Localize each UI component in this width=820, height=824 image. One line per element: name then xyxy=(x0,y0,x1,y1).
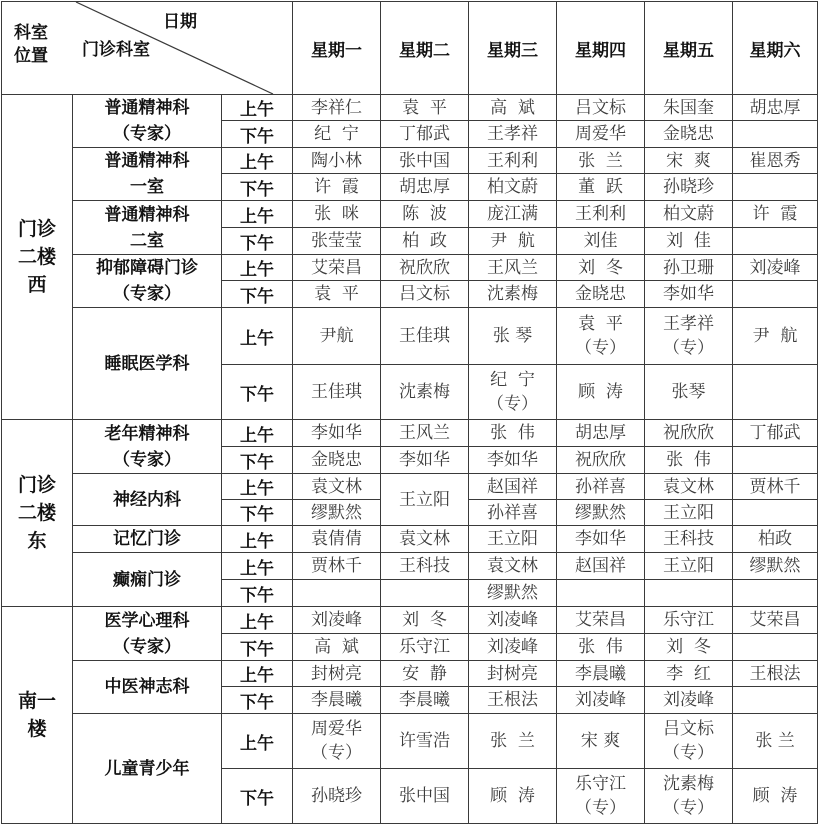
doctor-cell: 胡忠厚 xyxy=(381,174,469,201)
doctor-cell: 孙晓珍 xyxy=(645,174,733,201)
doctor-cell: 董 跃 xyxy=(557,174,645,201)
location-text: 门诊二楼西 xyxy=(17,218,56,296)
doctor-cell: 朱国奎 xyxy=(645,95,733,121)
doctor-cell: 赵国祥 xyxy=(469,474,557,500)
text-line: （专家） xyxy=(113,284,181,304)
header-corner xyxy=(2,2,293,95)
doctor-cell: 丁郁武 xyxy=(381,121,469,148)
doctor-cell: 王利利 xyxy=(469,148,557,174)
doctor-cell: 李 红 xyxy=(645,661,733,687)
text-line: 儿童青少年 xyxy=(104,758,190,779)
day-header: 星期一 xyxy=(293,2,381,95)
doctor-cell: 柏政 xyxy=(733,526,818,553)
doctor-cell: 许雪浩 xyxy=(381,714,469,769)
doctor-cell: 孙卫珊 xyxy=(645,255,733,281)
text-line: 睡眠医学科 xyxy=(104,353,190,374)
dept-label: 门诊科室 xyxy=(82,40,150,60)
doctor-cell: 胡忠厚 xyxy=(557,420,645,447)
doctor-cell: 张 兰 xyxy=(469,714,557,769)
text-line: （专家） xyxy=(113,449,181,470)
am-label: 上午 xyxy=(222,148,293,174)
doctor-cell: 张 伟 xyxy=(557,634,645,661)
doctor-cell: 刘凌峰 xyxy=(293,607,381,634)
doctor-cell: 李晨曦 xyxy=(381,687,469,714)
doctor-cell xyxy=(733,174,818,201)
doctor-cell: 刘 佳 xyxy=(645,228,733,255)
doctor-cell: 袁 平 xyxy=(293,281,381,308)
doctor-cell: 袁文林 xyxy=(645,474,733,500)
text-line: 普通精神科 xyxy=(104,151,190,171)
day-header: 星期二 xyxy=(381,2,469,95)
table-row xyxy=(2,553,818,580)
doctor-cell: 纪 宁 xyxy=(293,121,381,148)
pm-label: 下午 xyxy=(222,687,293,714)
doctor-cell: 陶小林 xyxy=(293,148,381,174)
doctor-cell: 王风兰 xyxy=(469,255,557,281)
clinic-schedule-table xyxy=(1,1,818,824)
doctor-cell: 李如华 xyxy=(645,281,733,308)
doctor-cell xyxy=(557,580,645,607)
location-cell xyxy=(2,607,73,824)
doctor-cell: 祝欣欣 xyxy=(381,255,469,281)
text-line: 抑郁障碍门诊 xyxy=(96,258,198,278)
table-row xyxy=(2,607,818,634)
doctor-cell: 贾林千 xyxy=(733,474,818,500)
schedule-page xyxy=(1,1,818,824)
doctor-cell: 袁文林 xyxy=(293,474,381,500)
doctor-cell: 顾 涛 xyxy=(733,769,818,824)
doctor-cell: 柏文蔚 xyxy=(645,201,733,228)
doctor-cell: 王佳琪 xyxy=(293,365,381,420)
doctor-cell: 沈素梅 xyxy=(381,365,469,420)
doctor-cell: 李晨曦 xyxy=(293,687,381,714)
doctor-cell: 刘凌峰 xyxy=(733,255,818,281)
doctor-cell: 刘 冬 xyxy=(381,607,469,634)
am-label: 上午 xyxy=(222,420,293,447)
pm-label: 下午 xyxy=(222,121,293,148)
am-label: 上午 xyxy=(222,308,293,365)
doctor-cell: 祝欣欣 xyxy=(557,447,645,474)
doctor-cell: 刘佳 xyxy=(557,228,645,255)
doctor-cell: 顾 涛 xyxy=(469,769,557,824)
location-label: 科室位置 xyxy=(14,23,48,66)
table-row xyxy=(2,526,818,553)
location-cell xyxy=(2,95,73,420)
doctor-cell: 刘 冬 xyxy=(645,634,733,661)
doctor-cell: 李如华 xyxy=(293,420,381,447)
doctor-cell xyxy=(733,634,818,661)
doctor-cell: 吕文标 （专） xyxy=(645,714,733,769)
doctor-cell: 王立阳 xyxy=(645,500,733,526)
doctor-cell: 周爱华 （专） xyxy=(293,714,381,769)
location-text: 门诊二楼东 xyxy=(17,474,56,552)
doctor-cell: 艾荣昌 xyxy=(557,607,645,634)
pm-label: 下午 xyxy=(222,228,293,255)
doctor-cell: 沈素梅 （专） xyxy=(645,769,733,824)
doctor-cell: 乐守江 xyxy=(645,607,733,634)
pm-label: 下午 xyxy=(222,447,293,474)
doctor-cell: 庞江满 xyxy=(469,201,557,228)
pm-label: 下午 xyxy=(222,174,293,201)
doctor-cell: 纪 宁 （专） xyxy=(469,365,557,420)
doctor-cell: 李如华 xyxy=(557,526,645,553)
am-label: 上午 xyxy=(222,661,293,687)
doctor-cell: 吕文标 xyxy=(381,281,469,308)
doctor-cell: 丁郁武 xyxy=(733,420,818,447)
doctor-cell xyxy=(733,447,818,474)
doctor-cell: 王根法 xyxy=(733,661,818,687)
text-line: 神经内科 xyxy=(113,489,181,510)
doctor-cell: 王立阳 xyxy=(645,553,733,580)
doctor-cell xyxy=(733,500,818,526)
doctor-cell: 封树亮 xyxy=(293,661,381,687)
doctor-cell: 高 斌 xyxy=(469,95,557,121)
text-line: 普通精神科 xyxy=(104,204,190,225)
doctor-cell: 孙晓珍 xyxy=(293,769,381,824)
doctor-cell: 刘凌峰 xyxy=(645,687,733,714)
department-cell xyxy=(73,553,222,607)
doctor-cell: 高 斌 xyxy=(293,634,381,661)
department-cell xyxy=(73,661,222,714)
doctor-cell: 陈 波 xyxy=(381,201,469,228)
doctor-cell: 王佳琪 xyxy=(381,308,469,365)
pm-label: 下午 xyxy=(222,281,293,308)
doctor-cell: 乐守江 xyxy=(381,634,469,661)
doctor-cell: 柏 政 xyxy=(381,228,469,255)
doctor-cell: 刘凌峰 xyxy=(557,687,645,714)
doctor-cell: 袁 平 xyxy=(381,95,469,121)
doctor-cell: 王科技 xyxy=(645,526,733,553)
doctor-cell: 柏文蔚 xyxy=(469,174,557,201)
doctor-cell: 艾荣昌 xyxy=(293,255,381,281)
doctor-cell: 缪默然 xyxy=(557,500,645,526)
pm-label: 下午 xyxy=(222,580,293,607)
doctor-cell: 刘 冬 xyxy=(557,255,645,281)
doctor-cell: 李如华 xyxy=(381,447,469,474)
text-line: 中医神志科 xyxy=(104,677,190,697)
date-label: 日期 xyxy=(163,12,197,32)
doctor-cell: 尹 航 xyxy=(733,308,818,365)
doctor-cell: 许 霞 xyxy=(733,201,818,228)
doctor-cell: 李如华 xyxy=(469,447,557,474)
doctor-cell: 袁 平 （专） xyxy=(557,308,645,365)
am-label: 上午 xyxy=(222,553,293,580)
doctor-cell: 安 静 xyxy=(381,661,469,687)
department-cell xyxy=(73,607,222,661)
pm-label: 下午 xyxy=(222,365,293,420)
table-row xyxy=(2,308,818,365)
table-row xyxy=(2,420,818,447)
doctor-cell: 张 咪 xyxy=(293,201,381,228)
pm-label: 下午 xyxy=(222,500,293,526)
am-label: 上午 xyxy=(222,607,293,634)
doctor-cell: 周爱华 xyxy=(557,121,645,148)
department-cell xyxy=(73,201,222,255)
text-line: 老年精神科 xyxy=(104,423,190,444)
table-row xyxy=(2,474,818,500)
doctor-cell: 吕文标 xyxy=(557,95,645,121)
department-cell xyxy=(73,95,222,148)
doctor-cell xyxy=(293,580,381,607)
doctor-cell: 孙祥喜 xyxy=(469,500,557,526)
doctor-cell: 金晓忠 xyxy=(645,121,733,148)
doctor-cell: 张 兰 xyxy=(557,148,645,174)
doctor-cell: 缪默然 xyxy=(733,553,818,580)
doctor-cell: 艾荣昌 xyxy=(733,607,818,634)
department-cell xyxy=(73,526,222,553)
doctor-cell: 孙祥喜 xyxy=(557,474,645,500)
doctor-cell: 袁倩倩 xyxy=(293,526,381,553)
doctor-cell: 王立阳 xyxy=(381,474,469,526)
department-cell xyxy=(73,714,222,824)
doctor-cell: 刘凌峰 xyxy=(469,634,557,661)
doctor-cell xyxy=(733,228,818,255)
doctor-cell: 尹 航 xyxy=(469,228,557,255)
doctor-cell: 祝欣欣 xyxy=(645,420,733,447)
doctor-cell: 王风兰 xyxy=(381,420,469,447)
doctor-cell: 袁文林 xyxy=(381,526,469,553)
doctor-cell xyxy=(381,580,469,607)
text-line: 医学心理科 xyxy=(104,610,190,631)
doctor-cell: 张 琴 xyxy=(469,308,557,365)
location-cell xyxy=(2,420,73,607)
am-label: 上午 xyxy=(222,474,293,500)
doctor-cell: 缪默然 xyxy=(293,500,381,526)
department-cell xyxy=(73,148,222,201)
table-row xyxy=(2,201,818,228)
doctor-cell: 金晓忠 xyxy=(557,281,645,308)
doctor-cell: 张中国 xyxy=(381,769,469,824)
text-line: 普通精神科 xyxy=(104,98,190,118)
doctor-cell: 沈素梅 xyxy=(469,281,557,308)
doctor-cell xyxy=(733,281,818,308)
doctor-cell xyxy=(733,580,818,607)
doctor-cell: 崔恩秀 xyxy=(733,148,818,174)
doctor-cell: 赵国祥 xyxy=(557,553,645,580)
doctor-cell: 张琴 xyxy=(645,365,733,420)
text-line: 二室 xyxy=(130,230,164,251)
doctor-cell: 宋 爽 xyxy=(557,714,645,769)
am-label: 上午 xyxy=(222,255,293,281)
pm-label: 下午 xyxy=(222,634,293,661)
table-row xyxy=(2,255,818,281)
doctor-cell: 尹航 xyxy=(293,308,381,365)
doctor-cell: 张 伟 xyxy=(645,447,733,474)
text-line: 记忆门诊 xyxy=(113,529,181,549)
day-header: 星期六 xyxy=(733,2,818,95)
department-cell xyxy=(73,474,222,526)
doctor-cell: 张中国 xyxy=(381,148,469,174)
department-cell xyxy=(73,420,222,474)
doctor-cell: 王孝祥 xyxy=(469,121,557,148)
doctor-cell xyxy=(733,365,818,420)
doctor-cell xyxy=(645,580,733,607)
doctor-cell: 王科技 xyxy=(381,553,469,580)
doctor-cell: 乐守江 （专） xyxy=(557,769,645,824)
doctor-cell: 李晨曦 xyxy=(557,661,645,687)
am-label: 上午 xyxy=(222,95,293,121)
text-line: 癫痫门诊 xyxy=(113,569,181,590)
doctor-cell: 缪默然 xyxy=(469,580,557,607)
department-cell xyxy=(73,255,222,308)
text-line: （专家） xyxy=(113,636,181,657)
doctor-cell: 李祥仁 xyxy=(293,95,381,121)
doctor-cell: 王立阳 xyxy=(469,526,557,553)
table-row xyxy=(2,148,818,174)
doctor-cell: 王孝祥 （专） xyxy=(645,308,733,365)
doctor-cell: 张 兰 xyxy=(733,714,818,769)
doctor-cell: 张莹莹 xyxy=(293,228,381,255)
am-label: 上午 xyxy=(222,714,293,769)
doctor-cell: 王根法 xyxy=(469,687,557,714)
doctor-cell: 王利利 xyxy=(557,201,645,228)
table-row xyxy=(2,661,818,687)
department-cell xyxy=(73,308,222,420)
doctor-cell: 胡忠厚 xyxy=(733,95,818,121)
table-row xyxy=(2,714,818,769)
text-line: （专家） xyxy=(113,124,181,144)
doctor-cell: 袁文林 xyxy=(469,553,557,580)
doctor-cell: 张 伟 xyxy=(469,420,557,447)
doctor-cell: 金晓忠 xyxy=(293,447,381,474)
day-header: 星期五 xyxy=(645,2,733,95)
doctor-cell: 封树亮 xyxy=(469,661,557,687)
day-header: 星期四 xyxy=(557,2,645,95)
table-row xyxy=(2,95,818,121)
text-line: 一室 xyxy=(130,177,164,197)
day-header: 星期三 xyxy=(469,2,557,95)
am-label: 上午 xyxy=(222,526,293,553)
doctor-cell: 宋 爽 xyxy=(645,148,733,174)
doctor-cell xyxy=(733,687,818,714)
doctor-cell: 贾林千 xyxy=(293,553,381,580)
doctor-cell: 顾 涛 xyxy=(557,365,645,420)
pm-label: 下午 xyxy=(222,769,293,824)
am-label: 上午 xyxy=(222,201,293,228)
doctor-cell xyxy=(733,121,818,148)
location-text: 南一楼 xyxy=(17,690,56,740)
doctor-cell: 许 霞 xyxy=(293,174,381,201)
doctor-cell: 刘凌峰 xyxy=(469,607,557,634)
